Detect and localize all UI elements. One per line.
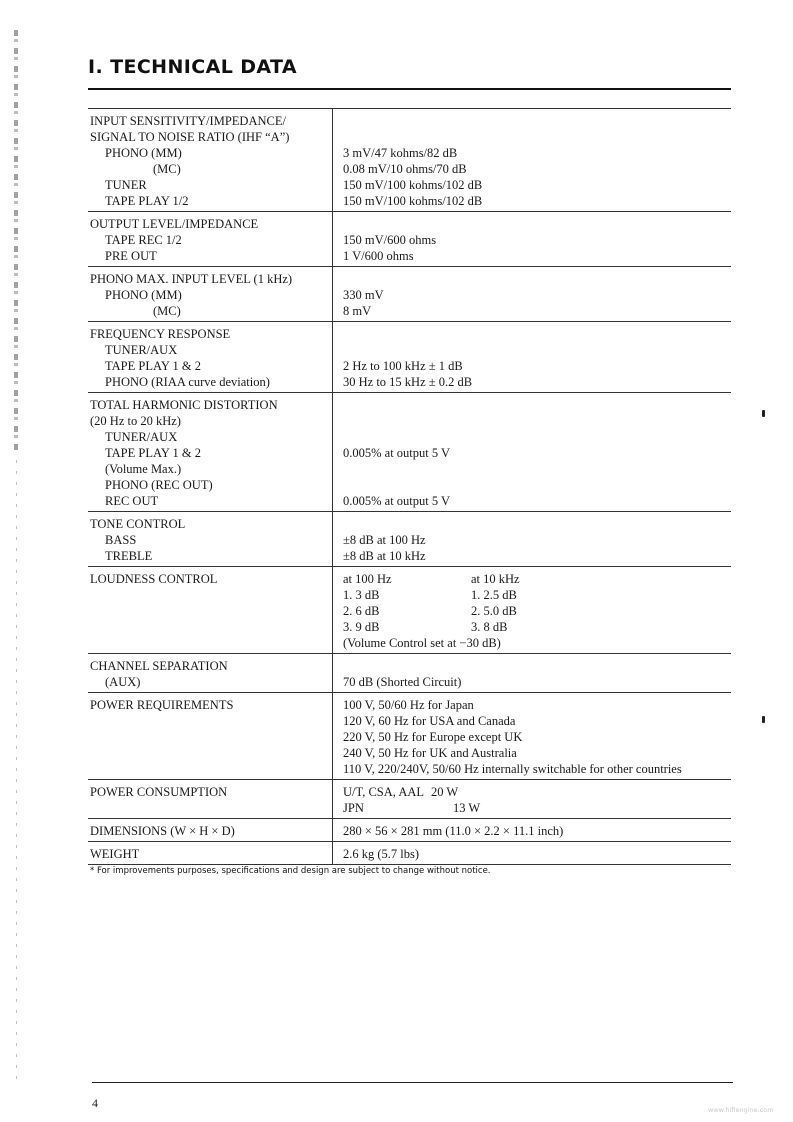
spec-label-cell: [88, 267, 332, 321]
spec-table: [88, 108, 731, 865]
loudness-note: (Volume Control set at −30 dB): [343, 636, 501, 650]
spec-value-cell: [332, 212, 731, 266]
spec-value-cell: [332, 842, 731, 864]
loudness-value: 3. 8 dB: [471, 620, 508, 634]
loudness-row: [343, 603, 731, 619]
spec-label-cell: [88, 842, 332, 864]
spec-value-cell: [332, 322, 731, 392]
spec-row-dimensions: [88, 819, 731, 842]
spec-value: [343, 429, 731, 445]
spec-row-channel-separation: [88, 654, 731, 693]
spec-label: TAPE REC 1/2: [105, 233, 182, 247]
spec-value: 120 V, 60 Hz for USA and Canada: [343, 714, 516, 728]
spec-value-cell: [332, 654, 731, 692]
spec-label: (MC): [153, 304, 181, 318]
page-title: I. TECHNICAL DATA: [88, 56, 298, 78]
spec-value: [343, 342, 731, 358]
spec-value: 30 Hz to 15 kHz ± 0.2 dB: [343, 375, 473, 389]
loudness-header-row: [343, 571, 731, 587]
spec-value: [343, 216, 731, 232]
watermark: www.hifiengine.com: [708, 1106, 774, 1114]
spec-value: [343, 271, 731, 287]
spec-row-tone-control: [88, 512, 731, 567]
spec-value-cell: [332, 819, 731, 841]
spec-value: [343, 413, 731, 429]
spec-label: (MC): [153, 162, 181, 176]
spec-row-input-sensitivity: [88, 109, 731, 212]
consumption-value: 20 W: [431, 785, 459, 799]
footnote: * For improvements purposes, specifications and design are subject to change without notice.: [90, 866, 491, 876]
spec-value: [343, 397, 731, 413]
loudness-value: 1. 3 dB: [343, 588, 380, 602]
spec-label: (AUX): [105, 675, 141, 689]
spec-value: [343, 461, 731, 477]
bottom-rule: [92, 1082, 733, 1083]
binding-edge-mark: [14, 30, 18, 450]
spec-label-cell: [88, 512, 332, 566]
spec-label: PHONO (RIAA curve deviation): [105, 375, 270, 389]
spec-label: PHONO (MM): [105, 146, 182, 160]
spec-label: TREBLE: [105, 549, 153, 563]
spec-label: TONE CONTROL: [90, 517, 186, 531]
spec-label: OUTPUT LEVEL/IMPEDANCE: [90, 217, 259, 231]
spec-label-cell: [88, 819, 332, 841]
spec-value-cell: [332, 109, 731, 211]
spec-label: TAPE PLAY 1 & 2: [105, 359, 202, 373]
spec-label: (20 Hz to 20 kHz): [90, 414, 181, 428]
spec-value: ±8 dB at 100 Hz: [343, 533, 426, 547]
spec-value: [343, 477, 731, 493]
spec-label-cell: [88, 654, 332, 692]
page-number: 4: [92, 1096, 98, 1110]
spec-value: 280 × 56 × 281 mm (11.0 × 2.2 × 11.1 inch): [343, 824, 564, 838]
spec-value-cell: [332, 393, 731, 511]
spec-value: 2 Hz to 100 kHz ± 1 dB: [343, 359, 463, 373]
loudness-row: [343, 587, 731, 603]
loudness-value: 2. 5.0 dB: [471, 604, 517, 618]
spec-value: 100 V, 50/60 Hz for Japan: [343, 698, 474, 712]
spec-row-frequency-response: [88, 322, 731, 393]
spec-label: SIGNAL TO NOISE RATIO (IHF “A”): [90, 130, 290, 144]
spec-label: REC OUT: [105, 494, 159, 508]
spec-label-cell: [88, 693, 332, 779]
spec-value: [343, 129, 731, 145]
consumption-region: JPN: [343, 801, 364, 815]
spec-value: 3 mV/47 kohms/82 dB: [343, 146, 458, 160]
spec-value-cell: [332, 780, 731, 818]
spec-row-loudness-control: [88, 567, 731, 654]
spec-label: PHONO (MM): [105, 288, 182, 302]
spec-value: 150 mV/100 kohms/102 dB: [343, 194, 483, 208]
loudness-value: 2. 6 dB: [343, 604, 380, 618]
spec-row-total-harmonic-distortion: [88, 393, 731, 512]
spec-value: 330 mV: [343, 288, 384, 302]
spec-value: 2.6 kg (5.7 lbs): [343, 847, 420, 861]
spec-value: 70 dB (Shorted Circuit): [343, 675, 462, 689]
spec-value: 0.005% at output 5 V: [343, 494, 451, 508]
spec-value: 110 V, 220/240V, 50/60 Hz internally switchable for other countries: [343, 762, 682, 776]
spec-label-cell: [88, 109, 332, 211]
spec-value: 0.005% at output 5 V: [343, 446, 451, 460]
spec-label: BASS: [105, 533, 137, 547]
loudness-header: at 100 Hz: [343, 572, 392, 586]
spec-value: [343, 516, 731, 532]
punch-hole-mark: [762, 716, 765, 723]
spec-label-cell: [88, 393, 332, 511]
spec-label: TAPE PLAY 1/2: [105, 194, 189, 208]
spec-row-power-requirements: [88, 693, 731, 780]
spec-label: POWER CONSUMPTION: [90, 785, 228, 799]
spec-value: [343, 113, 731, 129]
spec-label-cell: [88, 567, 332, 653]
spec-value: 150 mV/600 ohms: [343, 233, 437, 247]
spec-label-cell: [88, 780, 332, 818]
spec-label-cell: [88, 212, 332, 266]
spec-row-phono-max-input: [88, 267, 731, 322]
spec-value-cell: [332, 567, 731, 653]
consumption-row: [343, 800, 731, 816]
consumption-value: 13 W: [453, 801, 481, 815]
spec-value: ±8 dB at 10 kHz: [343, 549, 426, 563]
spec-label: PRE OUT: [105, 249, 157, 263]
spec-value: 150 mV/100 kohms/102 dB: [343, 178, 483, 192]
spec-value-cell: [332, 693, 731, 779]
spec-row-power-consumption: [88, 780, 731, 819]
spec-label-cell: [88, 322, 332, 392]
loudness-value: 1. 2.5 dB: [471, 588, 517, 602]
spec-label: CHANNEL SEPARATION: [90, 659, 228, 673]
spec-value-cell: [332, 267, 731, 321]
spec-value: 0.08 mV/10 ohms/70 dB: [343, 162, 467, 176]
spec-value: [343, 326, 731, 342]
spec-value: 220 V, 50 Hz for Europe except UK: [343, 730, 523, 744]
spec-value: 240 V, 50 Hz for UK and Australia: [343, 746, 517, 760]
consumption-row: [343, 784, 731, 800]
loudness-row: [343, 619, 731, 635]
spec-label: TUNER: [105, 178, 147, 192]
spec-label: LOUDNESS CONTROL: [90, 572, 218, 586]
spec-value: [343, 658, 731, 674]
loudness-value: 3. 9 dB: [343, 620, 380, 634]
spec-label: WEIGHT: [90, 847, 140, 861]
loudness-header: at 10 kHz: [471, 572, 520, 586]
spec-value: 1 V/600 ohms: [343, 249, 414, 263]
spec-label: FREQUENCY RESPONSE: [90, 327, 231, 341]
spec-label: PHONO (REC OUT): [105, 478, 213, 492]
spec-label: DIMENSIONS (W × H × D): [90, 824, 235, 838]
title-rule: [88, 88, 731, 90]
spec-label: TAPE PLAY 1 & 2: [105, 446, 202, 460]
spec-label: POWER REQUIREMENTS: [90, 698, 234, 712]
spec-label: (Volume Max.): [105, 462, 182, 476]
punch-hole-mark: [762, 410, 765, 417]
spec-label: TUNER/AUX: [105, 430, 178, 444]
binding-edge-dots: [16, 460, 17, 1080]
spec-value: 8 mV: [343, 304, 372, 318]
consumption-region: U/T, CSA, AAL: [343, 785, 425, 799]
spec-label: TUNER/AUX: [105, 343, 178, 357]
spec-row-weight: [88, 842, 731, 865]
spec-label: PHONO MAX. INPUT LEVEL (1 kHz): [90, 272, 293, 286]
spec-value-cell: [332, 512, 731, 566]
spec-label: INPUT SENSITIVITY/IMPEDANCE/: [90, 114, 286, 128]
spec-label: TOTAL HARMONIC DISTORTION: [90, 398, 278, 412]
spec-row-output-level: [88, 212, 731, 267]
